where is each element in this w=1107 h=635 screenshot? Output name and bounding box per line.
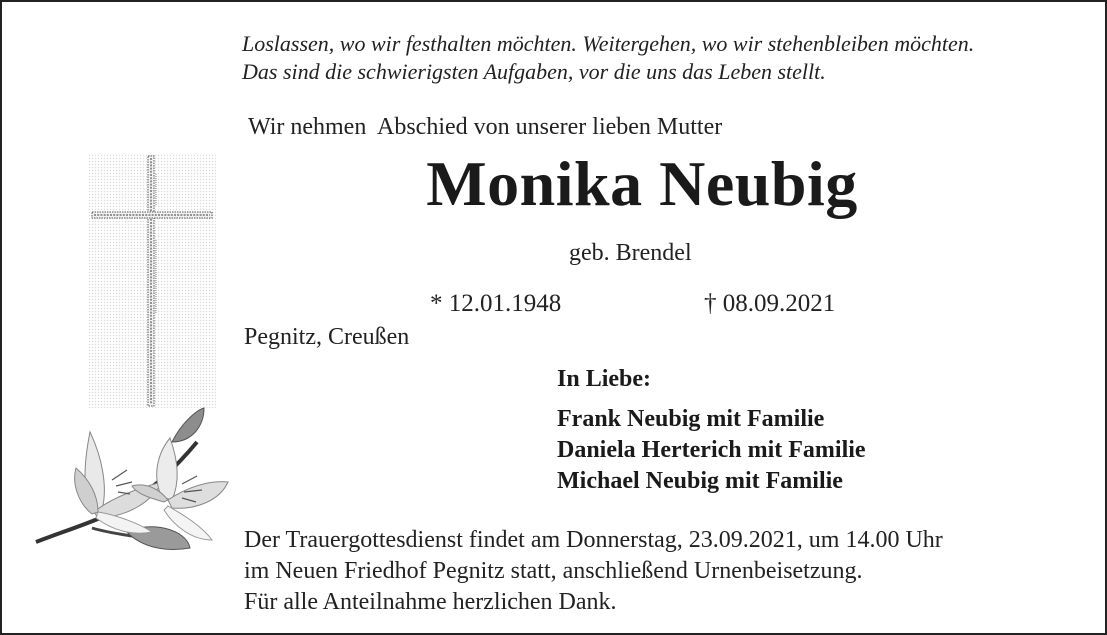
motto-quote <box>242 30 974 86</box>
service-line-3: Für alle Anteilnahme herzlichen Dank. <box>244 589 617 615</box>
mourner-item: Frank Neubig mit Familie <box>557 406 825 432</box>
lily-flower-icon <box>32 402 242 562</box>
service-line-2: im Neuen Friedhof Pegnitz statt, anschließend Urnenbeisetzung. <box>244 558 863 584</box>
place-of-residence: Pegnitz, Creußen <box>244 324 410 350</box>
family-heading: In Liebe: <box>557 366 652 392</box>
mourner-item: Daniela Herterich mit Familie <box>557 437 866 463</box>
mourner-item: Michael Neubig mit Familie <box>557 468 843 494</box>
maiden-name: geb. Brendel <box>569 240 692 266</box>
motto-line-1: Loslassen, wo wir festhalten möchten. Weitergehen, wo wir stehenbleiben möchten. <box>242 31 975 56</box>
intro-text: Wir nehmen Abschied von unserer lieben Mutter <box>248 114 723 140</box>
deceased-name: Monika Neubig <box>426 148 858 219</box>
mourners-list <box>557 404 866 497</box>
service-line-1: Der Trauergottesdienst findet am Donnerstag, 23.09.2021, um 14.00 Uhr <box>244 527 943 553</box>
death-date: † 08.09.2021 <box>704 290 836 317</box>
service-announcement <box>244 525 943 618</box>
motto-line-2: Das sind die schwierigsten Aufgaben, vor die uns das Leben stellt. <box>242 59 826 84</box>
birth-date: * 12.01.1948 <box>430 290 562 317</box>
